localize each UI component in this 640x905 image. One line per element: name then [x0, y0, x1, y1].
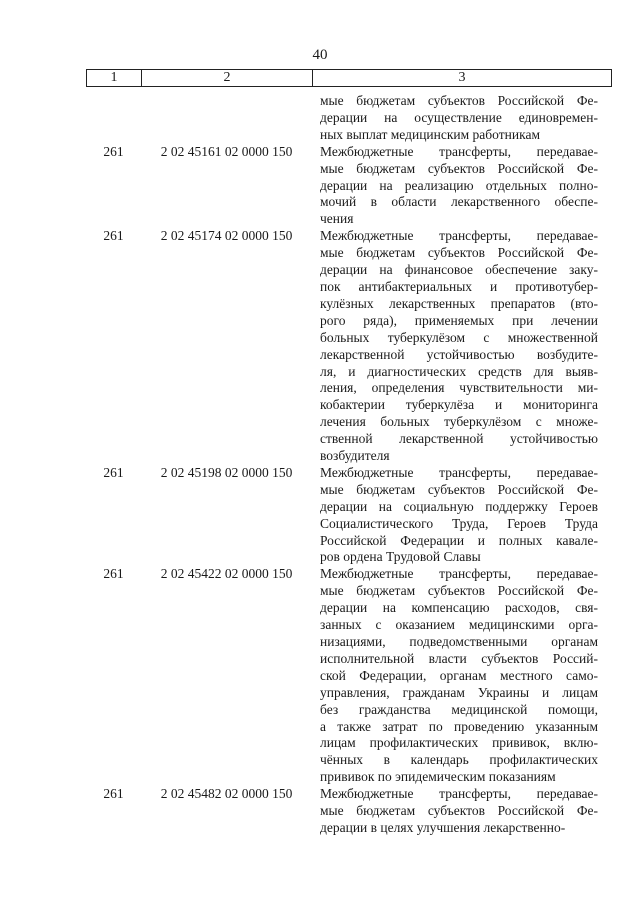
description-line: кобактерии туберкулёза и мониторинга [320, 397, 598, 413]
description-line: лечения больных туберкулёзом с множе- [320, 414, 598, 430]
description-line: дерации на социальную поддержку Героев [320, 498, 598, 514]
admin-code-cell: 261 [103, 228, 124, 244]
description-line: ления, определения чувствительности ми- [320, 380, 598, 396]
description-line: возбудителя [320, 448, 390, 464]
description-line: ственной лекарственной устойчивостью [320, 431, 598, 447]
description-cell [320, 93, 598, 144]
description-line: мые бюджетам субъектов Российской Фе- [320, 93, 598, 108]
description-line: дерации на финансовое обеспечение заку- [320, 262, 598, 278]
description-cell [320, 465, 598, 566]
table-header [86, 69, 612, 87]
description-line: низациями, подведомственными органам [320, 634, 598, 649]
description-cell [320, 144, 598, 229]
admin-code-cell: 261 [103, 143, 124, 159]
column-header-2: 2 [142, 70, 313, 86]
description-cell [320, 566, 598, 786]
table-row [86, 228, 612, 465]
description-line: занных с оказанием медицинскими орга- [320, 617, 598, 633]
description-cell [320, 228, 598, 465]
description-line: пок антибактериальных и противотубер- [320, 278, 598, 294]
description-line: а также затрат по проведению указанным [320, 718, 598, 734]
description-line: лекарственной устойчивостью возбудите- [320, 346, 598, 362]
description-line: мые бюджетам субъектов Российской Фе- [320, 160, 598, 176]
admin-code-cell [86, 93, 141, 144]
description-line: мые бюджетам субъектов Российской Фе- [320, 245, 598, 261]
description-line: Межбюджетные трансферты, передавае- [320, 786, 598, 802]
description-line: исполнительной власти субъектов Россий- [320, 650, 598, 666]
description-line: дерации в целях улучшения лекарственно- [320, 819, 566, 835]
admin-code-cell: 261 [103, 464, 124, 480]
column-header-3: 3 [458, 70, 466, 85]
description-line: Межбюджетные трансферты, передавае- [320, 228, 598, 244]
description-line: чения [320, 211, 354, 227]
table-body [86, 93, 612, 837]
description-line: без гражданства медицинской помощи, [320, 701, 598, 717]
budget-classification-code-cell: 2 02 45198 02 0000 150 [160, 464, 293, 480]
admin-code-cell: 261 [103, 566, 124, 582]
description-line: дерации на компенсацию расходов, свя- [320, 600, 598, 616]
description-line: чённых в календарь профилактических [320, 752, 598, 768]
description-line: ных выплат медицинским работникам [320, 126, 540, 142]
table-row [86, 566, 612, 786]
column-header-1: 1 [87, 70, 142, 86]
description-cell [320, 786, 598, 837]
description-line: ров ордена Трудовой Славы [320, 549, 481, 565]
description-line: Российской Федерации и полных кавале- [320, 532, 598, 548]
description-line: дерации на реализацию отдельных полно- [320, 177, 598, 193]
budget-classification-code-cell: 2 02 45422 02 0000 150 [160, 566, 293, 582]
description-line: мые бюджетам субъектов Российской Фе- [320, 803, 598, 819]
description-line: рого ряда), применяемых при лечении [320, 312, 598, 328]
description-line: ской Федерации, органам местного само- [320, 667, 598, 683]
description-line: дерации на осуществление единовремен- [320, 109, 598, 125]
description-line: Социалистического Труда, Героев Труда [320, 515, 598, 531]
table-row [86, 465, 612, 566]
budget-classification-code-cell [141, 93, 312, 144]
table-row [86, 144, 612, 229]
description-line: управления, гражданам Украины и лицам [320, 684, 598, 700]
admin-code-cell: 261 [103, 786, 124, 802]
description-line: Межбюджетные трансферты, передавае- [320, 464, 598, 480]
description-line: больных туберкулёзом с множественной [320, 329, 598, 345]
description-line: лицам профилактических прививок, вклю- [320, 735, 598, 751]
page-number: 40 [312, 47, 328, 63]
description-line: Межбюджетные трансферты, передавае- [320, 566, 598, 582]
description-line: Межбюджетные трансферты, передавае- [320, 143, 598, 159]
description-line: мые бюджетам субъектов Российской Фе- [320, 481, 598, 497]
table-row [86, 786, 612, 837]
description-line: прививок по эпидемическим показаниям [320, 769, 556, 785]
description-line: мые бюджетам субъектов Российской Фе- [320, 583, 598, 599]
budget-classification-code-cell: 2 02 45161 02 0000 150 [160, 143, 293, 159]
budget-classification-code-cell: 2 02 45482 02 0000 150 [160, 786, 293, 802]
description-line: кулёзных лекарственных препаратов (вто- [320, 295, 598, 311]
table-row [86, 93, 612, 144]
description-line: мочий в области лекарственного обеспе- [320, 194, 598, 210]
budget-classification-code-cell: 2 02 45174 02 0000 150 [160, 228, 293, 244]
description-line: ля, и диагностических средств для выяв- [320, 363, 598, 379]
